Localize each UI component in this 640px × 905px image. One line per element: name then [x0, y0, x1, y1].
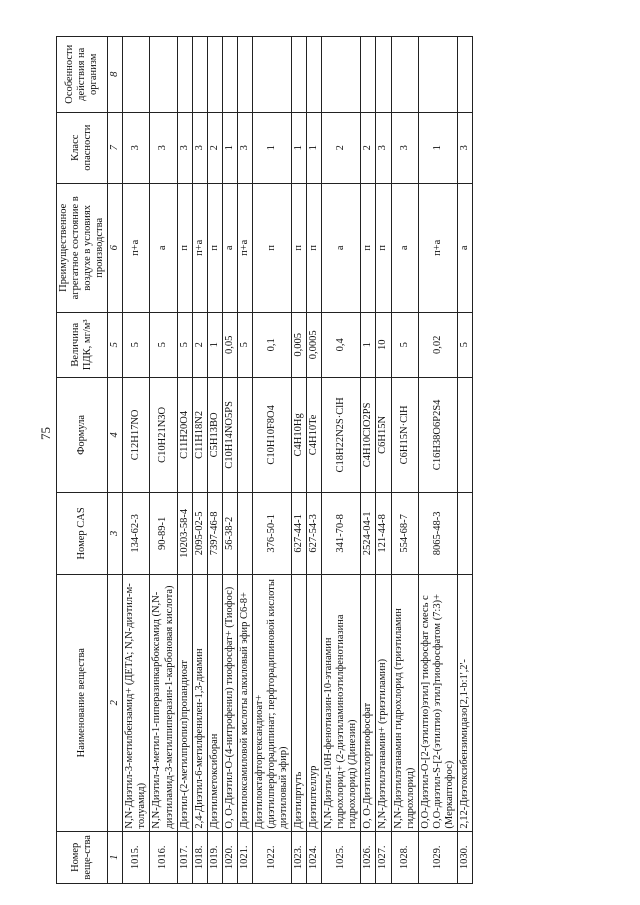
cas-number [457, 493, 472, 575]
row-number: 1018. [192, 831, 207, 883]
column-number: 6 [108, 183, 123, 312]
column-number: 5 [108, 312, 123, 377]
effect-notes [418, 37, 457, 113]
effect-notes [361, 37, 376, 113]
table-row [192, 37, 207, 884]
column-number: 8 [108, 37, 123, 113]
column-number: 7 [108, 112, 123, 183]
pdk-value: 5 [237, 312, 252, 377]
hazard-class: 1 [222, 112, 237, 183]
formula: C10H14NO5PS [222, 377, 237, 492]
row-number: 1019. [207, 831, 222, 883]
formula: C10H21N3O [150, 377, 177, 492]
formula: C10H10F8O4 [252, 377, 291, 492]
hazard-class: 3 [192, 112, 207, 183]
formula: C11H18N2 [192, 377, 207, 492]
substance-name: Диэтилметоксиборан [207, 574, 222, 831]
table-row [292, 37, 307, 884]
header-cell: Класс опасности [57, 112, 108, 183]
row-number: 1015. [123, 831, 150, 883]
row-number: 1026. [361, 831, 376, 883]
substances-table [56, 36, 473, 884]
pdk-value: 0,02 [418, 312, 457, 377]
pdk-value: 0,0005 [307, 312, 322, 377]
hazard-class: 3 [391, 112, 418, 183]
effect-notes [391, 37, 418, 113]
aggregate-state: п [376, 183, 391, 312]
substance-name: 2,12-Диэтоксибензимидазо[2,1-b:1',2'- [457, 574, 472, 831]
row-number: 1021. [237, 831, 252, 883]
hazard-class: 3 [457, 112, 472, 183]
hazard-class: 1 [252, 112, 291, 183]
formula: C18H22N2S·ClH [322, 377, 361, 492]
pdk-value: 1 [361, 312, 376, 377]
substance-name: Диэтил-(2-метилпропил)пропандиоат [177, 574, 192, 831]
hazard-class: 3 [123, 112, 150, 183]
header-cell: Величина ПДК, мг/м³ [57, 312, 108, 377]
substance-name: N,N-Диэтил-10Н-фенотиазин-10-этанамин гидрохлорид+ (2-диэтиламиноэтилфенотиазина гидрохлорид) (Динезин) [322, 574, 361, 831]
aggregate-state: а [222, 183, 237, 312]
aggregate-state: п+а [123, 183, 150, 312]
aggregate-state: а [457, 183, 472, 312]
pdk-value: 1 [207, 312, 222, 377]
pdk-value: 0,1 [252, 312, 291, 377]
pdk-value: 5 [123, 312, 150, 377]
table-row [252, 37, 291, 884]
table-row [361, 37, 376, 884]
hazard-class: 3 [237, 112, 252, 183]
table-row [237, 37, 252, 884]
effect-notes [376, 37, 391, 113]
header-cell: Номер CAS [57, 493, 108, 575]
effect-notes [252, 37, 291, 113]
effect-notes [192, 37, 207, 113]
header-cell: Формула [57, 377, 108, 492]
hazard-class: 2 [361, 112, 376, 183]
hazard-class: 2 [207, 112, 222, 183]
header-cell: Номер веще-ства [57, 831, 108, 883]
header-cell: Преимущественное агрегатное состояние в воздухе в условиях производства [57, 183, 108, 312]
column-number: 1 [108, 831, 123, 883]
row-number: 1023. [292, 831, 307, 883]
formula: C6H15N·ClH [391, 377, 418, 492]
table-row [177, 37, 192, 884]
rotated-table-wrapper [56, 36, 616, 884]
substance-name: N,N-Диэтилэтанамин гидрохлорид (триэтиламин гидрохлорид) [391, 574, 418, 831]
row-number: 1024. [307, 831, 322, 883]
cas-number: 376-50-1 [252, 493, 291, 575]
substance-name: О,О-Диэтил-О-[2-(этилтио)этил] тиофосфат смесь с О,О-диэтил-S-[2-(этилтио) этил]тиофосфатом (7:3)+ (Меркаптофос) [418, 574, 457, 831]
aggregate-state: п [292, 183, 307, 312]
table-row [418, 37, 457, 884]
effect-notes [207, 37, 222, 113]
cas-number: 90-89-1 [150, 493, 177, 575]
cas-number: 627-54-3 [307, 493, 322, 575]
cas-number: 2524-04-1 [361, 493, 376, 575]
aggregate-state: а [150, 183, 177, 312]
formula: C16H38O6P2S4 [418, 377, 457, 492]
effect-notes [177, 37, 192, 113]
header-row [57, 37, 108, 884]
cas-number: 134-62-3 [123, 493, 150, 575]
hazard-class: 3 [177, 112, 192, 183]
table-row [307, 37, 322, 884]
cas-number: 56-38-2 [222, 493, 237, 575]
header-cell: Особенности действия на организм [57, 37, 108, 113]
hazard-class: 1 [307, 112, 322, 183]
hazard-class: 3 [150, 112, 177, 183]
pdk-value: 0,005 [292, 312, 307, 377]
row-number: 1028. [391, 831, 418, 883]
substance-name: О, О-Диэтилхлортиофосфат [361, 574, 376, 831]
pdk-value: 0,05 [222, 312, 237, 377]
effect-notes [307, 37, 322, 113]
pdk-value: 0,4 [322, 312, 361, 377]
formula: C11H20O4 [177, 377, 192, 492]
substance-name: N,N-Диэтилэтанамин+ (триэтиламин) [376, 574, 391, 831]
row-number: 1025. [322, 831, 361, 883]
column-number: 2 [108, 574, 123, 831]
substance-name: 2,4-Диэтил-6-метилфенилен-1,3-диамин [192, 574, 207, 831]
row-number: 1027. [376, 831, 391, 883]
effect-notes [292, 37, 307, 113]
formula: C4H10ClO2PS [361, 377, 376, 492]
effect-notes [123, 37, 150, 113]
effect-notes [457, 37, 472, 113]
aggregate-state: п [177, 183, 192, 312]
pdk-value: 10 [376, 312, 391, 377]
pdk-value: 5 [391, 312, 418, 377]
substance-name: Диэтилоксамиловой кислоты алкиловый эфир С6-8+ [237, 574, 252, 831]
substance-name: Диэтилртуть [292, 574, 307, 831]
pdk-value: 5 [177, 312, 192, 377]
aggregate-state: п+а [192, 183, 207, 312]
cas-number: 554-68-7 [391, 493, 418, 575]
table-row [391, 37, 418, 884]
column-number: 3 [108, 493, 123, 575]
effect-notes [322, 37, 361, 113]
formula: C6H15N [376, 377, 391, 492]
hazard-class: 1 [418, 112, 457, 183]
column-number-row [108, 37, 123, 884]
hazard-class: 3 [376, 112, 391, 183]
pdk-value: 5 [457, 312, 472, 377]
aggregate-state: п [361, 183, 376, 312]
effect-notes [150, 37, 177, 113]
pdk-value: 2 [192, 312, 207, 377]
table-row [322, 37, 361, 884]
aggregate-state: а [322, 183, 361, 312]
aggregate-state: п+а [237, 183, 252, 312]
cas-number: 2095-02-5 [192, 493, 207, 575]
formula [237, 377, 252, 492]
aggregate-state: п [307, 183, 322, 312]
column-number: 4 [108, 377, 123, 492]
hazard-class: 1 [292, 112, 307, 183]
table-row [150, 37, 177, 884]
cas-number: 7397-46-8 [207, 493, 222, 575]
formula: C4H10Te [307, 377, 322, 492]
effect-notes [222, 37, 237, 113]
table-row [222, 37, 237, 884]
substance-name: N,N-Диэтил-4-метил-1-пиперазинкарбоксамид (N,N-диэтиламид-3-метилпиперазин-1-карбоновая кислота) [150, 574, 177, 831]
table-row [207, 37, 222, 884]
pdk-value: 5 [150, 312, 177, 377]
row-number: 1020. [222, 831, 237, 883]
cas-number: 10203-58-4 [177, 493, 192, 575]
substance-name: N,N-Диэтил-3-метилбензамид+ (ДЕТА; N,N-диэтил-м-толуамид) [123, 574, 150, 831]
hazard-class: 2 [322, 112, 361, 183]
page-number: 75 [38, 427, 53, 440]
formula: C12H17NO [123, 377, 150, 492]
aggregate-state: а [391, 183, 418, 312]
substance-name: Диэтилоктафторгександиоат+ (диэтилперфторадипинат; перфторадипиновой кислоты диэтиловый эфир) [252, 574, 291, 831]
aggregate-state: п+а [418, 183, 457, 312]
row-number: 1017. [177, 831, 192, 883]
substance-name: О, О-Диэтил-О-(4-нитрофенил) тиофосфат+ (Тиофос) [222, 574, 237, 831]
row-number: 1022. [252, 831, 291, 883]
header-cell: Наименование вещества [57, 574, 108, 831]
table-row [376, 37, 391, 884]
cas-number [237, 493, 252, 575]
table-body [123, 37, 473, 884]
cas-number: 341-70-8 [322, 493, 361, 575]
table-row [457, 37, 472, 884]
substance-name: Диэтилтеллур [307, 574, 322, 831]
formula: C4H10Hg [292, 377, 307, 492]
table-row [123, 37, 150, 884]
aggregate-state: п [252, 183, 291, 312]
cas-number: 627-44-1 [292, 493, 307, 575]
cas-number: 8065-48-3 [418, 493, 457, 575]
row-number: 1030. [457, 831, 472, 883]
aggregate-state: п [207, 183, 222, 312]
row-number: 1029. [418, 831, 457, 883]
formula: C5H13BO [207, 377, 222, 492]
effect-notes [237, 37, 252, 113]
formula [457, 377, 472, 492]
cas-number: 121-44-8 [376, 493, 391, 575]
row-number: 1016. [150, 831, 177, 883]
